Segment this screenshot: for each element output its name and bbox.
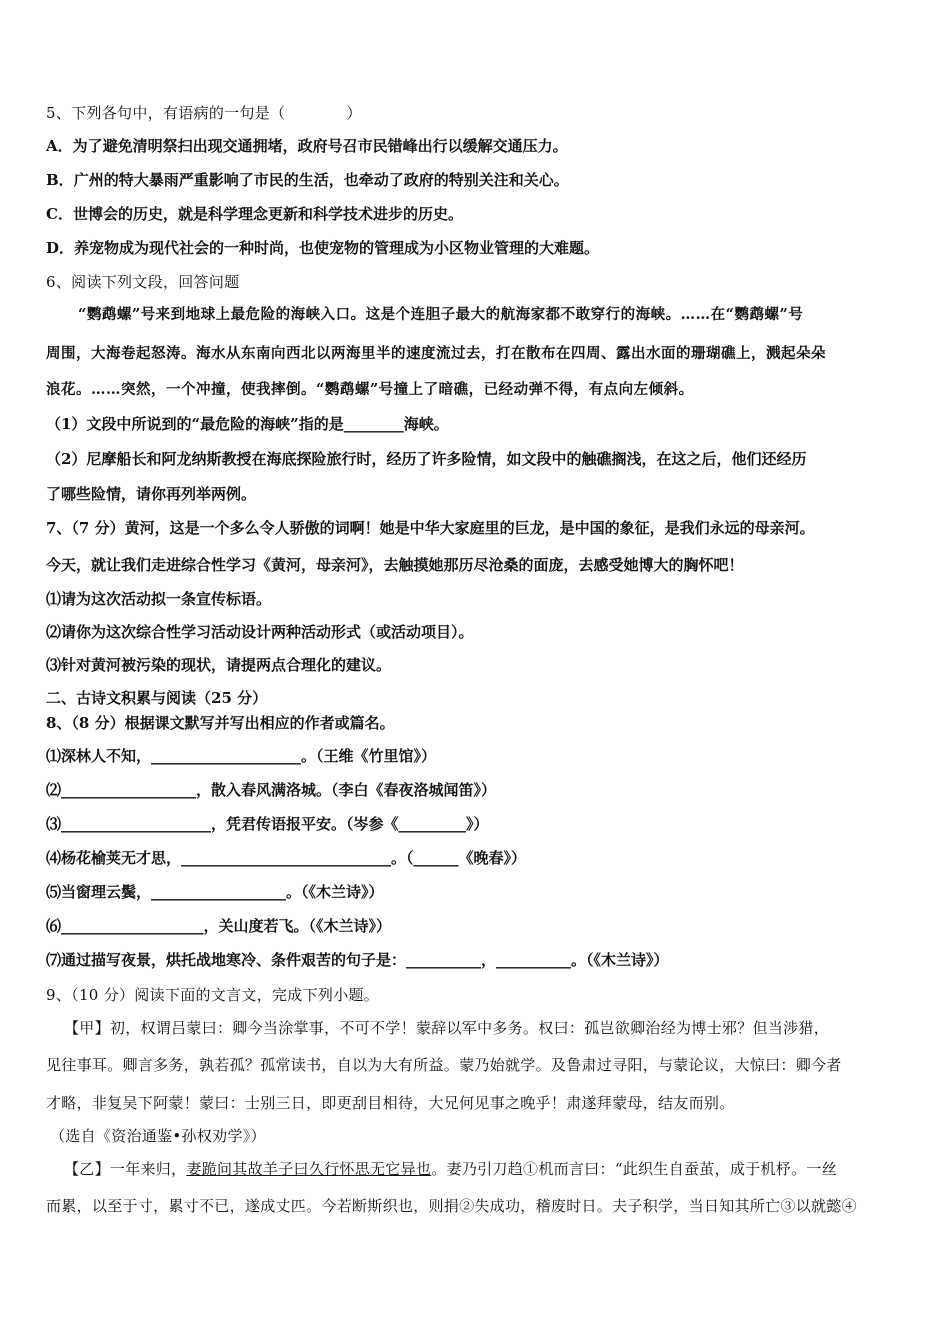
- q7-sub: ⑴请为这次活动拟一条宣传标语。: [46, 590, 272, 608]
- q9-yi-prefix: 【乙】一年来归，: [64, 1160, 187, 1178]
- q8-item: ⑵__________________，散入春风满洛城。（李白《春夜洛城闻笛》）: [46, 781, 497, 799]
- q8-item: ⑸当窗理云鬓，__________________。（《木兰诗》）: [46, 883, 384, 901]
- q8-item: ⑶____________________，凭君传语报平安。（岑参《_________》）: [46, 815, 489, 833]
- q9-source: （选自《资治通鉴•孙权劝学》）: [50, 1127, 266, 1145]
- option-letter: A．: [46, 137, 73, 155]
- q5-option-c: [46, 204, 463, 224]
- q5-option-b: [46, 170, 569, 190]
- q7-sub: ⑵请你为这次综合性学习活动设计两种活动形式（或活动项目）。: [46, 623, 474, 641]
- q9-jia-line: 见往事耳。卿言多务，孰若孤？孤常读书，自以为大有所益。蒙乃始就学。及鲁肃过寻阳，与蒙论议，大惊曰：卿今者: [46, 1056, 842, 1074]
- q8-stem: 8、（8 分）根据课文默写并写出相应的作者或篇名。: [46, 714, 395, 732]
- q5-option-a: [46, 136, 568, 156]
- option-letter: C．: [46, 205, 73, 223]
- q8-item: ⑹___________________，关山度若飞。（《木兰诗》）: [46, 917, 392, 935]
- q6-passage-line: 周围，大海卷起怒涛。海水从东南向西北以两海里半的速度流过去，打在散布在四周、露出水面的珊瑚礁上，溅起朵朵: [46, 345, 826, 362]
- q6-sub2: （2）尼摩船长和阿龙纳斯教授在海底探险旅行时，经历了许多险情，如文段中的触礁搁浅，在这之后，他们还经历: [46, 450, 807, 468]
- option-text: 为了避免清明祭扫出现交通拥堵，政府号召市民错峰出行以缓解交通压力。: [72, 137, 568, 155]
- option-text: 广州的特大暴雨严重影响了市民的生活，也牵动了政府的特别关注和关心。: [73, 171, 569, 189]
- q5-stem: 5、下列各句中，有语病的一句是（ ）: [46, 104, 362, 122]
- q7-line2: 今天，就让我们走进综合性学习《黄河，母亲河》，去触摸她那历尽沧桑的面庞，去感受她博大的胸怀吧！: [46, 556, 744, 574]
- q9-yi-line: 而累，以至于寸，累寸不已，遂成丈匹。今若断斯织也，则捐②失成功，稽废时日。夫子积学，当日知其所亡③以就懿④: [46, 1197, 857, 1215]
- q8-item: ⑴深林人不知，____________________。（王维《竹里馆》）: [46, 747, 437, 765]
- q6-sub2-cont: 了哪些险情，请你再列举两例。: [46, 485, 257, 503]
- option-letter: B．: [46, 171, 74, 189]
- section-heading: 二、古诗文积累与阅读（25 分）: [46, 689, 268, 707]
- q9-yi-suffix: 。妻乃引刀趋①机而言曰：“此织生自蚕茧，成于机杼。一丝: [431, 1160, 837, 1178]
- q6-stem: 6、阅读下列文段，回答问题: [46, 273, 240, 291]
- q8-item: ⑷杨花榆荚无才思，____________________________。（______《晚春》）: [46, 849, 527, 867]
- q9-stem: 9、（10 分）阅读下面的文言文，完成下列小题。: [46, 986, 380, 1004]
- q6-passage-line: 浪花。……突然，一个冲撞，使我摔倒。“鹦鹉螺”号撞上了暗礁，已经动弹不得，有点向左倾斜。: [46, 381, 694, 398]
- option-text: 养宠物成为现代社会的一种时尚，也使宠物的管理成为小区物业管理的大难题。: [74, 239, 600, 257]
- option-letter: D．: [46, 239, 75, 257]
- q9-yi-underlined: 妻跪问其故羊子曰久行怀思无它异也: [186, 1160, 432, 1178]
- q7-line1: 7、（7 分）黄河，这是一个多么令人骄傲的词啊！她是中华大家庭里的巨龙，是中国的象征，是我们永远的母亲河。: [46, 519, 815, 537]
- q6-passage-line: “鹦鹉螺”号来到地球上最危险的海峡入口。这是个连胆子最大的航海家都不敢穿行的海峡。……在“鹦鹉螺”号: [78, 306, 804, 323]
- option-text: 世博会的历史，就是科学理念更新和科学技术进步的历史。: [72, 205, 463, 223]
- q9-jia-line: 才略，非复吴下阿蒙！蒙曰：士别三日，即更刮目相待，大兄何见事之晚乎！肃遂拜蒙母，结友而别。: [46, 1094, 735, 1112]
- q9-jia-line: 【甲】初，权谓吕蒙曰：卿今当涂掌事，不可不学！蒙辞以军中多务。权曰：孤岂欲卿治经为博士邪？但当涉猎，: [64, 1019, 830, 1037]
- q6-sub1: （1）文段中所说到的“最危险的海峡”指的是________海峡。: [46, 415, 449, 433]
- q5-option-d: [46, 238, 599, 258]
- q8-item: ⑺通过描写夜景，烘托战地寒冷、条件艰苦的句子是：__________，__________。（《木兰诗》）: [46, 951, 669, 969]
- q7-sub: ⑶针对黄河被污染的现状，请提两点合理化的建议。: [46, 656, 392, 674]
- q9-yi-line: [64, 1159, 837, 1179]
